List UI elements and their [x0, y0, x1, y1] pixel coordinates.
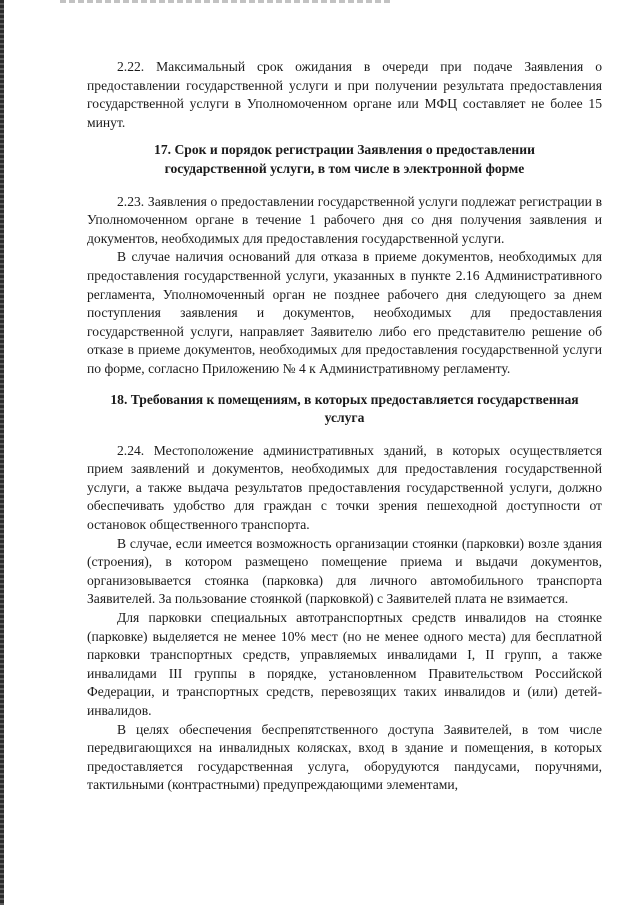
document-body	[87, 58, 602, 795]
scan-edge-left	[0, 0, 4, 905]
section-18-heading: 18. Требования к помещениям, в которых предоставляется государственная услуга	[110, 391, 579, 426]
paragraph-2-24: 2.24. Местоположение административных зданий, в которых осуществляется прием заявлений и документов, необходимых для предоставления государственной услуги, а также выдача результатов предоставления государственной услуги, должно обеспечивать удобство для граждан с точки зрения пешеходной доступности от остановок общественного транспорта.	[87, 442, 602, 533]
paragraph-2-22: 2.22. Максимальный срок ожидания в очереди при подаче Заявления о предоставлении государственной услуги и при получении результата предоставления государственной услуги в Уполномоченном органе или МФЦ составляет не более 15 минут.	[87, 59, 602, 130]
paragraph-refusal: В случае наличия оснований для отказа в приеме документов, необходимых для предоставления государственной услуги, указанных в пункте 2.16 Административного регламента, Уполномоченный орган не позднее рабочего дня следующего за днем поступления заявления и документов, необходимых для предоставления государственной услуги, направляет Заявителю либо его представителю решение об отказе в приеме документов, необходимых для предоставления государственной услуги по форме, согласно Приложению № 4 к Административному регламенту.	[87, 249, 602, 376]
paragraph-accessibility: В целях обеспечения беспрепятственного доступа Заявителей, в том числе передвигающихся на инвалидных колясках, вход в здание и помещения, в которых предоставляется государственная услуга, оборудуются пандусами, поручнями, тактильными (контрастными) предупреждающими элементами,	[87, 721, 602, 793]
paragraph-disabled-parking: Для парковки специальных автотранспортных средств инвалидов на стоянке (парковке) выделяется не менее 10% мест (но не менее одного места) для бесплатной парковки транспортных средств, управляемых инвалидами I, II групп, а также инвалидами III группы в порядке, установленном Правительством Российской Федерации, и транспортных средств, перевозящих таких инвалидов и (или) детей- инвалидов.	[87, 610, 602, 718]
paragraph-parking: В случае, если имеется возможность организации стоянки (парковки) возле здания (строения), в котором размещено помещение приема и выдачи документов, организовывается стоянка (парковка) для личного автомобильного транспорта Заявителей. За пользование стоянкой (парковкой) с Заявителей плата не взимается.	[87, 535, 602, 607]
section-17-heading: 17. Срок и порядок регистрации Заявления о предоставлении государственной услуги, в том числе в электронной форме	[154, 142, 535, 176]
paragraph-2-23: 2.23. Заявления о предоставлении государственной услуги подлежат регистрации в Уполномоченном органе в течение 1 рабочего дня со дня получения заявления и документов, необходимых для предоставления государственной услуги.	[87, 193, 602, 246]
scan-edge-top	[60, 0, 390, 3]
